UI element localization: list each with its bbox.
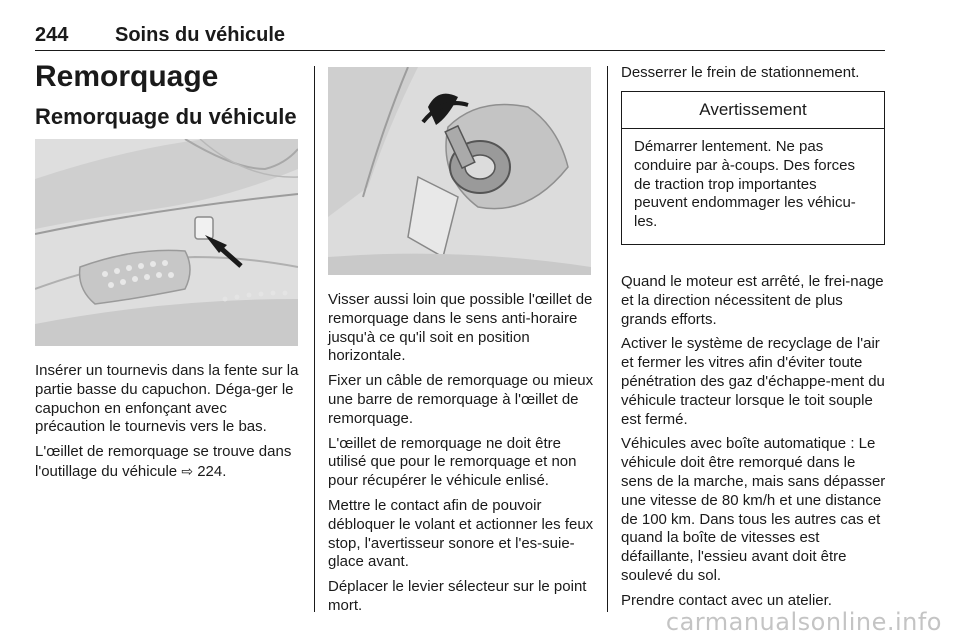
column-divider — [607, 66, 608, 612]
paragraph: Visser aussi loin que possible l'œillet de remorquage dans le sens anti-horaire jusqu'à ce qu'il soit en position horizontale. — [328, 291, 593, 365]
paragraph: Quand le moteur est arrêté, le frei-nage et la direction nécessitent de plus grands efforts. — [621, 273, 884, 328]
subsection-title: Remorquage du véhicule — [35, 104, 297, 129]
paragraph: Véhicules avec boîte automatique : Le véhicule doit être remorqué dans le sens de la marche, mais sans dépasser une vitesse de 80 km/h et une distance de 100 km. Dans tous les autres cas et quand la boîte de vitesses est défaillante, l'essieu avant doit être soulevé du sol. — [621, 435, 886, 584]
figure-tow-eye — [328, 67, 591, 275]
section-title: Remorquage — [35, 60, 219, 93]
paragraph: Activer le système de recyclage de l'air et fermer les vitres afin d'éviter toute pénétration des gaz d'échappe-ment du véhicule tracteur lorsque le toit souple est fermé. — [621, 335, 885, 428]
watermark: carmanualsonline.info — [665, 608, 942, 636]
paragraph: Insérer un tournevis dans la fente sur la partie basse du capuchon. Déga-ger le capuchon en enfonçant avec précaution le tournevis vers le bas. — [35, 362, 299, 436]
warning-title: Avertissement — [622, 92, 884, 129]
paragraph: Déplacer le levier sélecteur sur le point mort. — [328, 578, 587, 614]
paragraph: L'œillet de remorquage ne doit être utilisé que pour le remorquage et non pour récupérer le véhicule enlisé. — [328, 434, 577, 490]
column-2 — [328, 291, 594, 622]
page-number: 244 — [35, 24, 69, 46]
chapter-title: Soins du véhicule — [115, 24, 286, 46]
warning-box — [621, 91, 885, 245]
column-3-body — [621, 273, 886, 617]
page-reference-number[interactable]: 224. — [197, 462, 227, 480]
figure-bumper-cover — [35, 139, 298, 346]
column-divider — [314, 66, 315, 612]
paragraph: Prendre contact avec un atelier. — [621, 591, 832, 609]
warning-text: Démarrer lentement. Ne pas conduire par à-coups. Des forces de traction trop importantes peuvent endommager les véhicu-les. — [634, 138, 856, 231]
paragraph: Desserrer le frein de stationnement. — [621, 64, 860, 81]
paragraph: Fixer un câble de remorquage ou mieux une barre de remorquage à l'œillet de remorquage. — [328, 372, 594, 427]
paragraph: Mettre le contact afin de pouvoir débloquer le volant et actionner les feux stop, l'avertisseur sonore et l'es-suie-glace avant. — [328, 496, 594, 571]
page-reference-arrow-icon[interactable]: ⇨ — [181, 462, 194, 479]
page-header — [35, 22, 885, 51]
paragraph-text: L'œillet de remorquage se trouve dans l'outillage du véhicule — [35, 443, 292, 480]
paragraph-with-reference — [35, 443, 299, 482]
column-1 — [35, 362, 299, 488]
